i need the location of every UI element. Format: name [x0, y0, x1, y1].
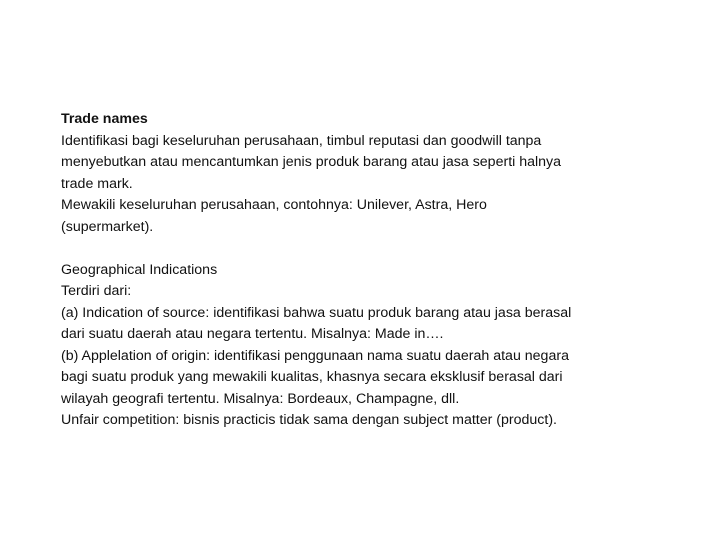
trade-names-line: Identifikasi bagi keseluruhan perusahaan, timbul reputasi dan goodwill tanpa [61, 132, 542, 149]
geographical-indications-heading: Geographical Indications [61, 261, 218, 278]
geographical-indications-line: wilayah geografi tertentu. Misalnya: Bordeaux, Champagne, dll. [61, 390, 460, 407]
geographical-indications-line: (b) Applelation of origin: identifikasi penggunaan nama suatu daerah atau negara [61, 347, 569, 364]
trade-names-line: menyebutkan atau mencantumkan jenis produk barang atau jasa seperti halnya [61, 154, 562, 170]
trade-names-line: Mewakili keseluruhan perusahaan, contohnya: Unilever, Astra, Hero [61, 197, 487, 213]
paragraph-spacer [61, 238, 671, 260]
unfair-competition-line: Unfair competition: bisnis practicis tidak sama dengan subject matter (product). [61, 412, 557, 428]
geographical-indications-line: dari suatu daerah atau negara tertentu. Misalnya: Made in…. [61, 326, 444, 342]
geographical-indications-line: Terdiri dari: [61, 283, 132, 299]
text-body [61, 109, 671, 432]
geographical-indications-line: (a) Indication of source: identifikasi bahwa suatu produk barang atau jasa berasal [61, 304, 572, 321]
trade-names-line: (supermarket). [61, 218, 154, 235]
trade-names-heading: Trade names [61, 111, 148, 127]
trade-names-line: trade mark. [61, 175, 133, 192]
geographical-indications-line: bagi suatu produk yang mewakili kualitas, khasnya secara eksklusif berasal dari [61, 369, 563, 385]
